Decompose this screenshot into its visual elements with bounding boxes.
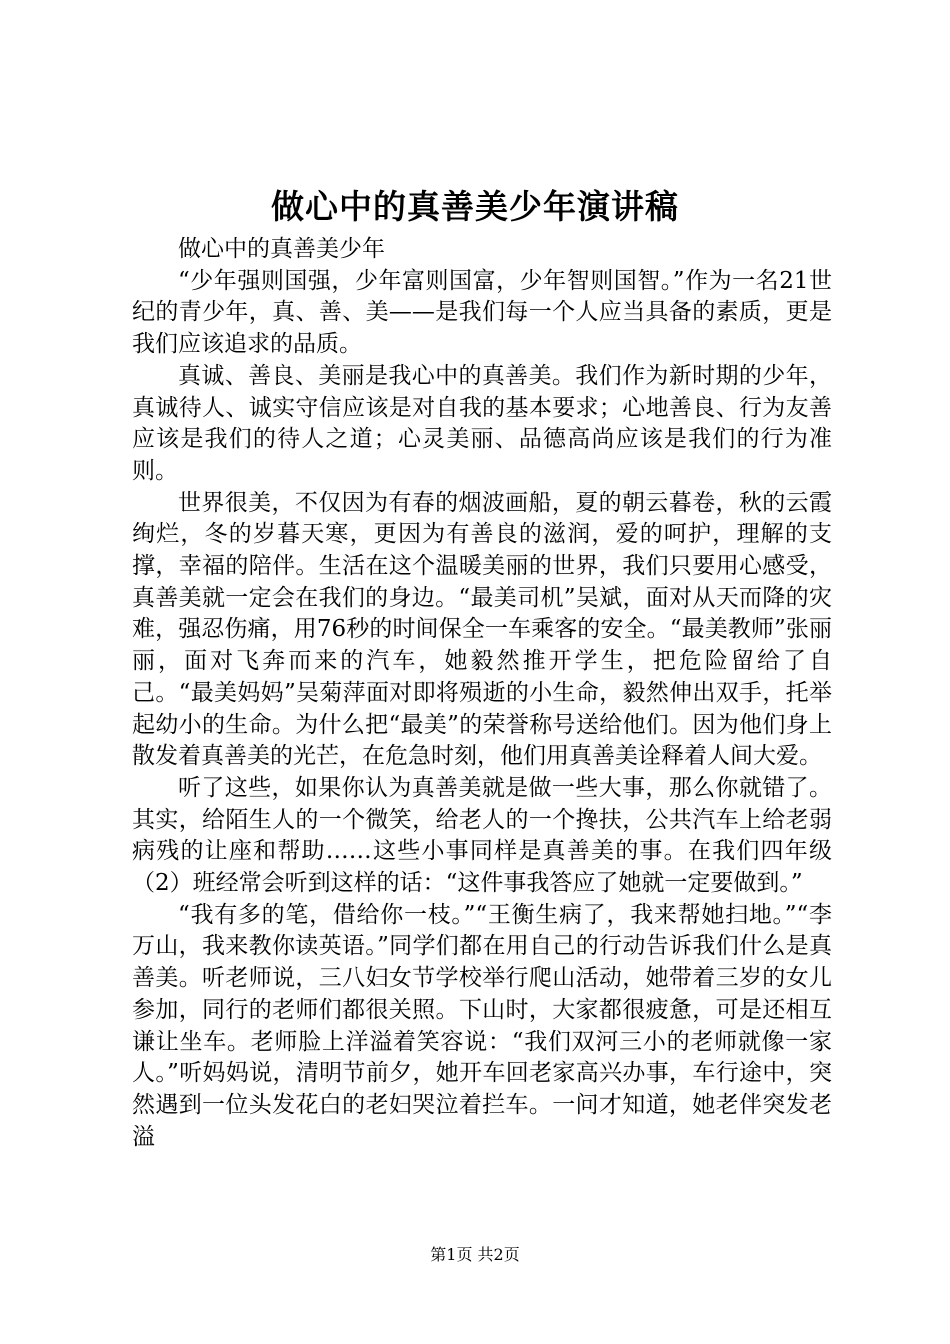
paragraph-subtitle: 做心中的真善美少年 bbox=[178, 236, 385, 262]
paragraph: “我有多的笔，借给你一枝。”“王衡生病了，我来帮她扫地。”“李万山，我来教你读英语。”同学们都在用自己的行动告诉我们什么是真善美。听老师说，三八妇女节学校举行爬山活动，她带着三岁的女儿参加，同行的老师们都很关照。下山时，大家都很疲惫，可是还相互谦让坐车。老师脸上洋溢着笑容说：“我们双河三小的老师就像一家人。”听妈妈说，清明节前夕，她开车回老家高兴办事，车行途中，突然遇到一位头发花白的老妇哭泣着拦车。一问才知道，她老伴突发老溢 bbox=[132, 901, 832, 1150]
document-title: 做心中的真善美少年演讲稿 bbox=[271, 187, 679, 226]
paragraph: 真诚、善良、美丽是我心中的真善美。我们作为新时期的少年，真诚待人、诚实守信应该是对自我的基本要求；心地善良、行为友善应该是我们的待人之道；心灵美丽、品德高尚应该是我们的行为准则。 bbox=[132, 362, 832, 484]
paragraph: “少年强则国强，少年富则国富，少年智则国智。”作为一名21世纪的青少年，真、善、美——是我们每一个人应当具备的素质，更是我们应该追求的品质。 bbox=[132, 267, 832, 358]
document-body bbox=[132, 234, 832, 1153]
paragraph: 世界很美，不仅因为有春的烟波画船，夏的朝云暮卷，秋的云霞绚烂，冬的岁暮天寒，更因为有善良的滋润，爱的呵护，理解的支撑，幸福的陪伴。生活在这个温暖美丽的世界，我们只要用心感受，真善美就一定会在我们的身边。“最美司机”吴斌，面对从天而降的灾难，强忍伤痛，用76秒的时间保全一车乘客的安全。“最美教师”张丽丽，面对飞奔而来的汽车，她毅然推开学生，把危险留给了自己。“最美妈妈”吴菊萍面对即将殒逝的小生命，毅然伸出双手，托举起幼小的生命。为什么把“最美”的荣誉称号送给他们。因为他们身上散发着真善美的光芒，在危急时刻，他们用真善美诠释着人间大爱。 bbox=[132, 489, 832, 770]
paragraph: 听了这些，如果你认为真善美就是做一些大事，那么你就错了。其实，给陌生人的一个微笑，给老人的一个搀扶，公共汽车上给老弱病残的让座和帮助……这些小事同样是真善美的事。在我们四年级（2）班经常会听到这样的话：“这件事我答应了她就一定要做到。” bbox=[132, 774, 832, 897]
page-footer: 第1页 共2页 bbox=[430, 1245, 520, 1264]
